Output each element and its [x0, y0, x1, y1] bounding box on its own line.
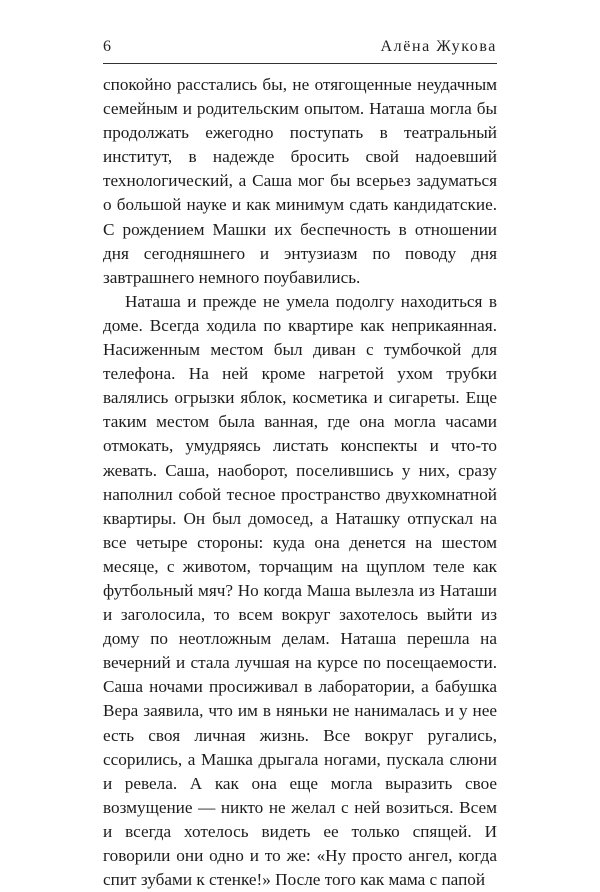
paragraph: Наташа и прежде не умела подолгу находиться в доме. Всегда ходила по квартире как неприкаянная. Насиженным местом был диван с тумбочкой для телефона. На ней кроме нагретой ухом трубки валялись огрызки яблок, косметика и сигареты. Еще таким местом была ванная, где она могла часами отмокать, умудряясь листать конспекты и что-то жевать. Саша, наоборот, поселившись у них, сразу наполнил собой тесное пространство двухкомнатной квартиры. Он был домосед, а Наташку отпускал на все четыре стороны: куда она денется на шестом месяце, с животом, торчащим на щуплом теле как футбольный мяч? Но когда Маша вылезла из Наташи и заголосила, то всем вокруг захотелось выйти из дому по неотложным делам. Наташа перешла на вечерний и стала лучшая на курсе по посещаемости. Саша ночами просиживал в лаборатории, а бабушка Вера заявила, что им в няньки не нанималась и у нее есть своя личная жизнь. Все вокруг ругались, ссорились, а Машка дрыгала ногами, пускала слюни и ревела. А как она еще могла выразить свое возмущение — никто не желал с ней возиться. Всем и всегда хотелось видеть ее только спящей. И говорили они одно и то же: «Ну просто ангел, когда спит зубами к стенке!» После того как мама с папой: [103, 291, 497, 890]
paragraph-continued: спокойно расстались бы, не отягощенные неудачным семейным и родительским опытом. Наташа могла бы продолжать ежегодно поступать в театральный институт, в надежде бросить свой надоевший технологический, а Саша мог бы всерьез задуматься о большой науке и как минимум сдать кандидатские. С рождением Машки их беспечность в отношении дня сегодняшнего и энтузиазм по поводу дня завтрашнего немного поубавились.: [103, 75, 497, 287]
body-text: [103, 73, 497, 892]
header-rule: [103, 63, 497, 64]
author-name: Алёна Жукова: [380, 38, 497, 55]
running-head: [103, 38, 497, 56]
page-number: 6: [103, 38, 111, 55]
